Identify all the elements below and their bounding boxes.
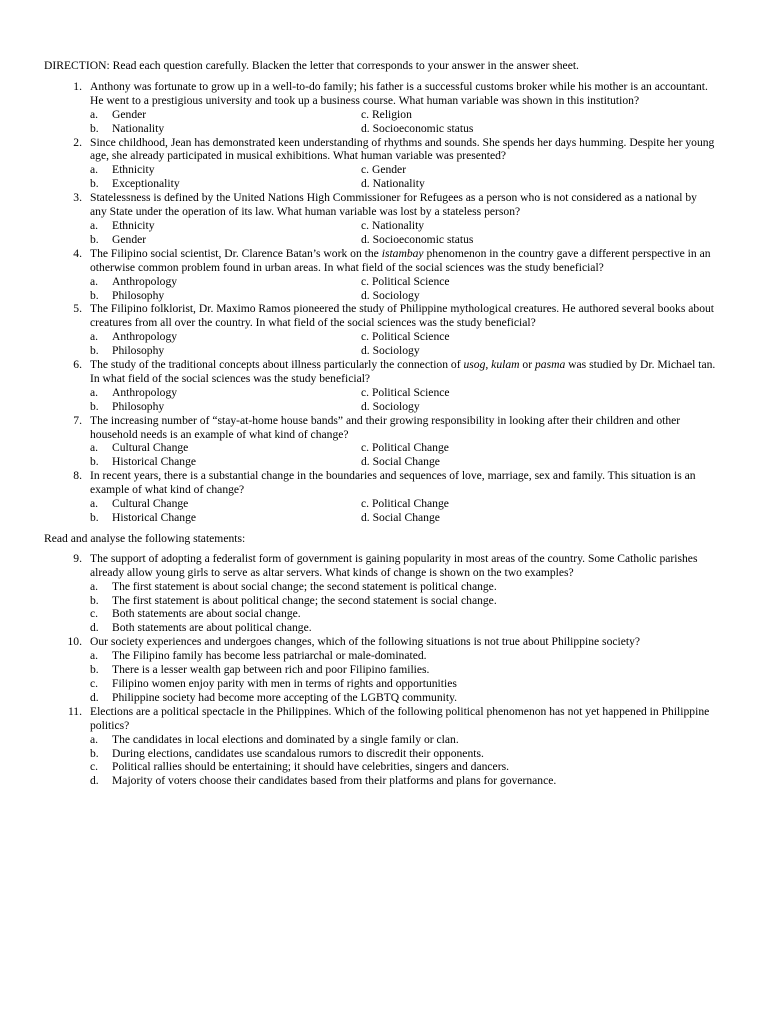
question-text: The support of adopting a federalist form of government is gaining popularity in most areas of the country. Some Catholic parishes already allow young girls to serve as altar servers. What kinds of change is shown on the two examples? [90, 551, 698, 579]
question-text: Since childhood, Jean has demonstrated keen understanding of rhythms and sounds. She spends her days humming. Despite her young age, she already participated in musical exhibitions. What human variable was presented? [90, 135, 715, 163]
question-number: 2. [73, 135, 82, 149]
option-a[interactable]: a. Anthropology [90, 274, 178, 288]
option-a[interactable]: a. Anthropology [90, 385, 178, 399]
question-number: 4. [73, 246, 82, 260]
option-c[interactable]: c. Political Science [361, 274, 450, 288]
question-1 [44, 80, 716, 136]
option-d[interactable]: d. Sociology [361, 399, 420, 413]
question-number: 5. [73, 302, 82, 316]
option-c[interactable]: c. Political Science [361, 330, 450, 344]
question-number: 1. [73, 79, 82, 93]
option-a[interactable]: a. Cultural Change [90, 497, 189, 511]
exam-document [44, 59, 716, 788]
question-number: 8. [73, 469, 82, 483]
option-d[interactable]: d. Social Change [361, 511, 440, 524]
options [90, 219, 716, 247]
option-d[interactable]: d. Majority of voters choose their candidates based from their platforms and plans for governance. [90, 774, 557, 788]
options [90, 733, 716, 789]
options [90, 580, 716, 636]
question-4 [44, 247, 716, 303]
option-a[interactable]: a. Ethnicity [90, 218, 155, 232]
option-b[interactable]: b. Gender [90, 232, 147, 246]
option-d[interactable]: d. Sociology [361, 344, 420, 358]
option-c[interactable]: c. Political Change [361, 441, 449, 455]
question-text: The Filipino folklorist, Dr. Maximo Ramos pioneered the study of Philippine mythological creatures. He authored several books about creatures from all over the country. In what field of the social sciences was the study beneficial? [90, 302, 715, 330]
options [90, 386, 716, 414]
question-5 [44, 302, 716, 358]
option-b[interactable]: b. The first statement is about political change; the second statement is social change. [90, 593, 497, 607]
option-a[interactable]: a. The candidates in local elections and dominated by a single family or clan. [90, 732, 459, 746]
question-text: Elections are a political spectacle in the Philippines. Which of the following political phenomenon has not yet happened in Philippine politics? [90, 704, 710, 732]
question-text: Our society experiences and undergoes changes, which of the following situations is not true about Philippine society? [90, 635, 641, 649]
question-number: 7. [73, 413, 82, 427]
question-text: Anthony was fortunate to grow up in a well-to-do family; his father is a successful customs broker while his mother is an accountant. He went to a prestigious university and took up a business course. What human variable was shown in this institution? [90, 79, 708, 107]
question-number: 9. [73, 551, 82, 565]
question-9 [44, 552, 716, 635]
option-b[interactable]: b. Exceptionality [90, 177, 180, 191]
option-b[interactable]: b. Nationality [90, 121, 165, 135]
question-3 [44, 191, 716, 247]
option-b[interactable]: b. There is a lesser wealth gap between rich and poor Filipino families. [90, 663, 430, 677]
option-b[interactable]: b. Historical Change [90, 455, 197, 469]
question-10 [44, 635, 716, 705]
option-a[interactable]: a. Cultural Change [90, 441, 189, 455]
question-6 [44, 358, 716, 414]
options [90, 497, 716, 525]
question-7 [44, 414, 716, 470]
option-b[interactable]: b. Philosophy [90, 399, 165, 413]
question-11 [44, 705, 716, 788]
option-c[interactable]: c. Political rallies should be entertaining; it should have celebrities, singers and dancers. [90, 760, 509, 774]
question-8 [44, 469, 716, 525]
options [90, 275, 716, 303]
option-b[interactable]: b. Philosophy [90, 288, 165, 302]
options [90, 330, 716, 358]
option-d[interactable]: d. Socioeconomic status [361, 232, 474, 246]
option-c[interactable]: c. Political Science [361, 385, 450, 399]
option-c[interactable]: c. Religion [361, 107, 412, 121]
option-d[interactable]: d. Nationality [361, 177, 425, 191]
options [90, 441, 716, 469]
option-c[interactable]: c. Filipino women enjoy parity with men in terms of rights and opportunities [90, 676, 457, 690]
question-text: Statelessness is defined by the United Nations High Commissioner for Refugees as a person who is not considered as a national by any State under the operation of its law. What human variable was lost by a stateless person? [90, 191, 697, 219]
question-2 [44, 136, 716, 192]
option-c[interactable]: c. Both statements are about social change. [90, 607, 301, 621]
option-a[interactable]: a. Ethnicity [90, 163, 155, 177]
question-text: The Filipino social scientist, Dr. Clarence Batan’s work on the istambay phenomenon in the country gave a different perspective in an otherwise common problem found in urban areas. In what field of the social sciences was the study beneficial? [90, 246, 711, 274]
section-heading: Read and analyse the following statements: [44, 531, 246, 545]
option-b[interactable]: b. Historical Change [90, 511, 197, 524]
question-number: 10. [67, 635, 82, 649]
option-a[interactable]: a. Anthropology [90, 330, 178, 344]
option-a[interactable]: a. The first statement is about social change; the second statement is political change. [90, 579, 497, 593]
question-number: 3. [73, 191, 82, 205]
question-number: 11. [67, 704, 82, 718]
option-d[interactable]: d. Socioeconomic status [361, 121, 474, 135]
question-number: 6. [73, 358, 82, 372]
option-d[interactable]: d. Philippine society had become more accepting of the LGBTQ community. [90, 690, 458, 704]
question-text: The increasing number of “stay-at-home house bands” and their growing responsibility in looking after their children and other household needs is an example of what kind of change? [90, 413, 681, 441]
question-text: The study of the traditional concepts about illness particularly the connection of usog, kulam or pasma was studied by Dr. Michael tan. In what field of the social sciences was the study beneficial? [90, 358, 716, 385]
option-b[interactable]: b. Philosophy [90, 344, 165, 358]
option-c[interactable]: c. Gender [361, 163, 407, 177]
option-a[interactable]: a. The Filipino family has become less patriarchal or male-dominated. [90, 649, 427, 663]
direction-text: DIRECTION: Read each question carefully. Blacken the letter that corresponds to your answer in the answer sheet. [44, 59, 579, 72]
option-a[interactable]: a. Gender [90, 107, 147, 121]
options [90, 108, 716, 136]
options [90, 649, 716, 705]
option-c[interactable]: c. Political Change [361, 497, 449, 511]
option-b[interactable]: b. During elections, candidates use scandalous rumors to discredit their opponents. [90, 746, 484, 760]
question-text: In recent years, there is a substantial change in the boundaries and sequences of love, marriage, sex and family. This situation is an example of what kind of change? [90, 469, 696, 497]
option-d[interactable]: d. Both statements are about political change. [90, 621, 312, 635]
option-d[interactable]: d. Sociology [361, 288, 420, 302]
option-d[interactable]: d. Social Change [361, 455, 440, 469]
option-c[interactable]: c. Nationality [361, 218, 425, 232]
options [90, 163, 716, 191]
